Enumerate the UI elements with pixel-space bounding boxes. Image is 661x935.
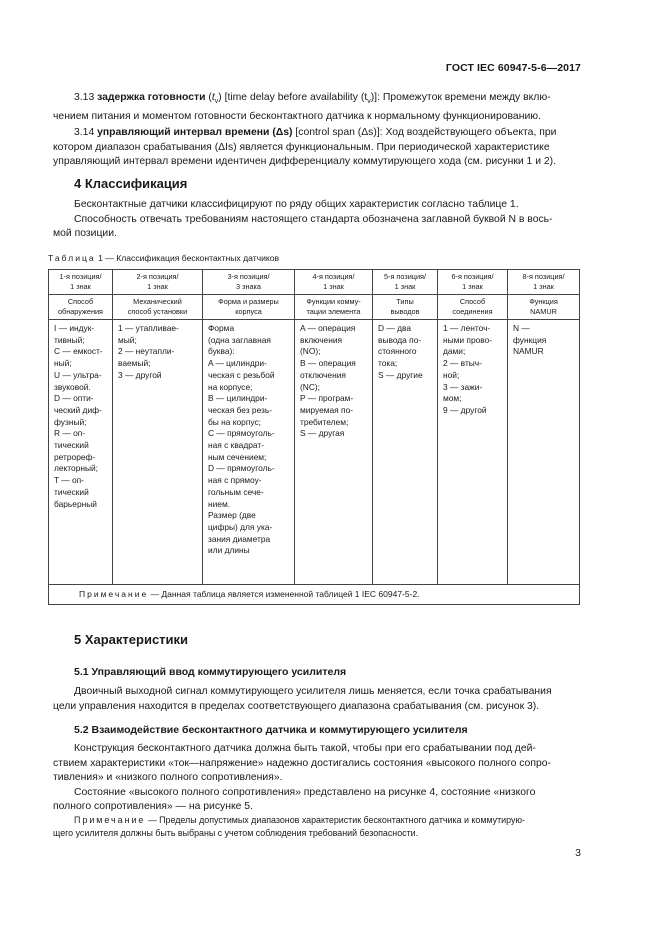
header-cell: Механический способ установки	[113, 295, 203, 320]
table-note: Примечание — Данная таблица является измененной таблицей 1 IEC 60947-5-2.	[49, 585, 580, 605]
body-cell	[508, 320, 580, 585]
section-5-2-title: 5.2 Взаимодействие бесконтактного датчика и коммутирующего усилителя	[74, 724, 468, 736]
page-number: 3	[575, 847, 581, 859]
term-3-14-line2: котором диапазон срабатывания (ΔIs) является функциональным. При периодической характеристике	[53, 141, 550, 153]
cell-line: ная с квадрат-	[208, 440, 264, 451]
cell-line: ческая без резь-	[208, 404, 273, 415]
cell-line: 1 — ленточ-	[443, 323, 491, 333]
cell-line: требителем;	[300, 416, 349, 427]
body-cell	[49, 320, 113, 585]
cell-line: ваемый;	[118, 358, 151, 369]
position-cell: 4-я позиция/ 1 знак	[295, 270, 373, 295]
section-5-2-para1-line2: ствием характеристики «ток—напряжение» надежно достигались состояния «высокого полного сопро-	[53, 757, 551, 769]
body-cell	[373, 320, 438, 585]
cell-line: S — другая	[300, 428, 345, 439]
section-5-1-title: 5.1 Управляющий ввод коммутирующего усилителя	[74, 666, 347, 678]
cell-line: A — операция	[300, 323, 356, 333]
cell-line: фузный;	[54, 416, 87, 427]
term-3-13: 3.13 задержка готовности $(t_v)$ [time delay before availability $(t_v)$]: Промежуток времени между вклю-	[74, 92, 551, 106]
section-5-1-line2: цели управления находится в пределах соответствующего диапазона срабатывания (см. рисунок 3).	[53, 700, 540, 712]
header-cell: Функции комму- тации элемента	[295, 295, 373, 320]
standard-header: ГОСТ IEC 60947-5-6—2017	[445, 62, 581, 74]
table-caption: Таблица 1 — Классификация бесконтактных датчиков	[48, 253, 280, 263]
cell-line: D — прямоуголь-	[208, 463, 275, 474]
table-position-row	[49, 270, 580, 295]
cell-line: D — два	[378, 323, 411, 333]
section-5-2-para2-line1: Состояние «высокого полного сопротивления» представлено на рисунке 4, состояние «низкого	[74, 786, 536, 798]
cell-line: или длины	[208, 545, 250, 556]
section-5-1-line1: Двоичный выходной сигнал коммутирующего усилителя лишь меняется, если точка срабатывания	[74, 686, 552, 697]
cell-line: мый;	[118, 334, 137, 345]
section-4-title: 4 Классификация	[74, 176, 188, 191]
cell-line: 2 — неутапли-	[118, 346, 175, 357]
section-5-1-body	[53, 685, 581, 714]
body-cell	[203, 320, 295, 585]
cell-line: S — другие	[378, 369, 423, 380]
cell-line: ческая с резьбой	[208, 369, 275, 380]
cell-line: лекторный;	[54, 463, 99, 474]
cell-line: дами;	[443, 346, 466, 357]
position-cell: 5-я позиция/ 1 знак	[373, 270, 438, 295]
cell-line: B — цилиндри-	[208, 393, 268, 404]
cell-line: B — операция	[300, 358, 356, 369]
cell-line: ческий диф-	[54, 404, 102, 415]
term-3-14: 3.14 управляющий интервал времени (Δs) [control span (Δs)]: Ход воздействующего объекта, при	[74, 127, 557, 139]
section-4-para-2-line2: мой позиции.	[53, 228, 117, 240]
term-3-13-line2: чением питания и моментом готовности бесконтактного датчика к нормальному функционированию.	[53, 110, 541, 122]
section-4-para-2-line1: Способность отвечать требованиям настоящего стандарта обозначена заглавной буквой N в вось-	[74, 213, 553, 225]
position-cell: 1-я позиция/ 1 знак	[49, 270, 113, 295]
cell-line: (одна заглавная	[208, 334, 271, 345]
cell-line: ная с прямоу-	[208, 475, 262, 486]
cell-line: D — опти-	[54, 393, 94, 404]
section-3-terms	[53, 91, 581, 170]
cell-line: вывода по-	[378, 334, 422, 345]
section-5-2-para2-line2: полного сопротивления» — на рисунке 5.	[53, 801, 253, 813]
cell-line: мируемая по-	[300, 404, 354, 415]
cell-line: отключения	[300, 369, 346, 380]
cell-line: A — цилиндри-	[208, 358, 267, 369]
cell-line: I — индук-	[54, 323, 95, 333]
cell-line: C — емкост-	[54, 346, 103, 357]
cell-line: ными прово-	[443, 334, 493, 345]
cell-line: зания диаметра	[208, 533, 271, 544]
cell-line: на корпусе;	[208, 381, 253, 392]
cell-line: мом;	[443, 393, 462, 404]
cell-line: NAMUR	[513, 346, 544, 357]
table-body-row	[49, 320, 580, 585]
cell-line: ным сечением;	[208, 451, 267, 462]
section-5-2-para1-line1: Конструкция бесконтактного датчика должна быть такой, чтобы при его срабатывании под дей-	[74, 743, 536, 754]
header-cell: Способ обнаружения	[49, 295, 113, 320]
cell-line: C — прямоуголь-	[208, 428, 275, 439]
position-cell: 6-я позиция/ 1 знак	[438, 270, 508, 295]
cell-line: 3 — зажи-	[443, 381, 483, 392]
body-cell	[295, 320, 373, 585]
cell-line: Форма	[208, 323, 235, 333]
section-4-body	[53, 198, 581, 242]
cell-line: барьерный	[54, 498, 97, 509]
cell-line: буква):	[208, 346, 235, 357]
cell-line: U — ультра-	[54, 369, 102, 380]
header-cell: Способ соединения	[438, 295, 508, 320]
term-3-14-name: управляющий интервал времени	[97, 127, 270, 139]
cell-line: (NO);	[300, 346, 321, 357]
cell-line: бы на корпус;	[208, 416, 261, 427]
cell-line: P — програм-	[300, 393, 354, 404]
body-cell	[438, 320, 508, 585]
cell-line: функция	[513, 334, 547, 345]
cell-line: T — оп-	[54, 475, 84, 486]
cell-line: ретрореф-	[54, 451, 96, 462]
term-3-14-line3: управляющий интервал времени идентичен дифференциалу коммутирующего хода (см. рисунки 1 и 2).	[53, 156, 557, 168]
header-cell: Типы выводов	[373, 295, 438, 320]
section-5-title: 5 Характеристики	[74, 632, 189, 647]
cell-line: 9 — другой	[443, 404, 487, 415]
cell-line: цифры) для ука-	[208, 521, 273, 532]
cell-line: тический	[54, 440, 89, 451]
cell-line: ной;	[443, 369, 460, 380]
cell-line: нием.	[208, 498, 231, 509]
section-5-2-body	[53, 742, 581, 815]
classification-table	[48, 269, 580, 605]
header-cell: Функция NAMUR	[508, 295, 580, 320]
section-5-2-para1-line3: тивления» и «низкого полного сопротивления».	[53, 772, 283, 784]
header-cell: Форма и размеры корпуса	[203, 295, 295, 320]
cell-line: R — оп-	[54, 428, 86, 439]
position-cell: 2-я позиция/ 1 знак	[113, 270, 203, 295]
cell-line: включения	[300, 334, 343, 345]
position-cell: 3-я позиция/ 3 знака	[203, 270, 295, 295]
cell-line: гольным сече-	[208, 486, 264, 497]
cell-line: ный;	[54, 358, 72, 369]
table-note-row	[49, 585, 580, 605]
section-4-para-1: Бесконтактные датчики классифицируют по ряду общих характеристик согласно таблице 1.	[74, 199, 519, 210]
cell-line: тока;	[378, 358, 398, 369]
cell-line: N —	[513, 323, 530, 333]
cell-line: звуковой.	[54, 381, 91, 392]
term-3-13-name: задержка готовности	[97, 92, 206, 103]
position-cell: 8-я позиция/ 1 знак	[508, 270, 580, 295]
body-cell	[113, 320, 203, 585]
cell-line: Размер (две	[208, 510, 256, 521]
cell-line: стоянного	[378, 346, 417, 357]
cell-line: 1 — утапливае-	[118, 323, 179, 333]
cell-line: 2 — втыч-	[443, 358, 482, 369]
cell-line: 3 — другой	[118, 369, 162, 380]
cell-line: (NC);	[300, 381, 321, 392]
classification-table-wrap	[48, 269, 580, 605]
section-5-2-note: Примечание — Пределы допустимых диапазонов характеристик бесконтактного датчика и коммутирую- щего усилителя должны быть выбраны с учетом соблюдения требований безопасности.	[53, 815, 525, 838]
cell-line: тический	[54, 486, 89, 497]
cell-line: тивный;	[54, 334, 85, 345]
table-header-row	[49, 295, 580, 320]
